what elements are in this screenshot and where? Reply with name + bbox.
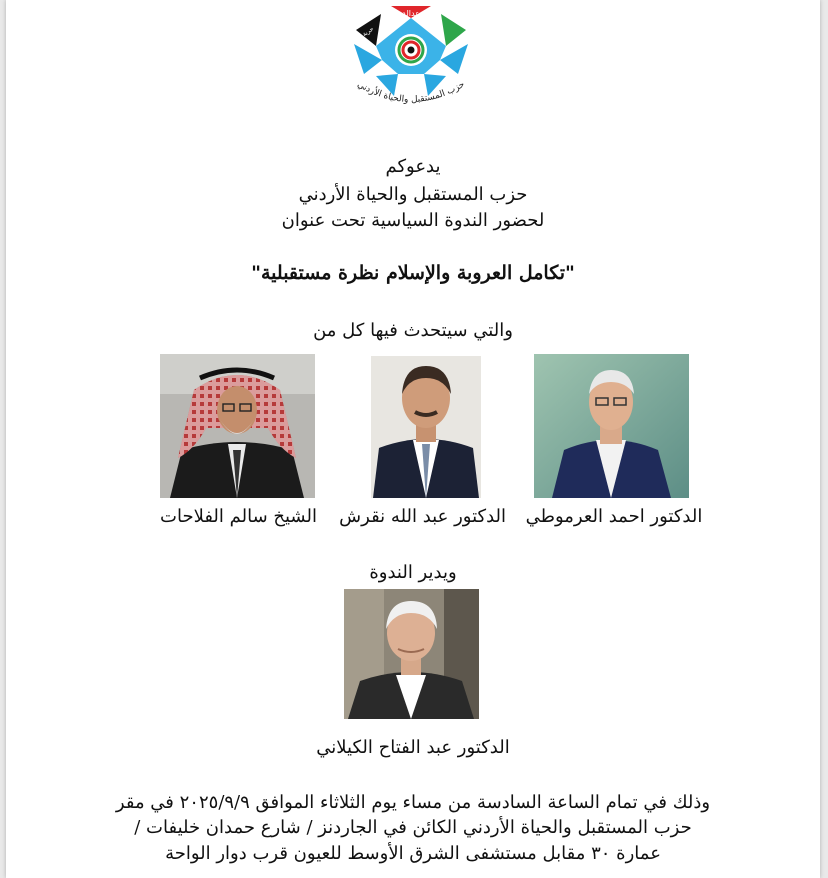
speaker-photo-3 xyxy=(160,354,315,498)
seminar-title: "تكامل العروبة والإسلام نظرة مستقبلية" xyxy=(251,262,575,284)
speaker-photo-2 xyxy=(371,356,481,498)
speaker-name-2: الدكتور عبد الله نقرش xyxy=(339,506,506,527)
moderator-name: الدكتور عبد الفتاح الكيلاني xyxy=(316,737,510,758)
logo-left-tag: حرية xyxy=(361,25,376,39)
intro-line-1: يدعوكم xyxy=(385,156,441,177)
party-logo xyxy=(336,4,486,122)
logo-top-banner: عدالة xyxy=(402,9,420,18)
footer-line-2: حزب المستقبل والحياة الأردني الكائن في الجاردنز / شارع حمدان خليفات / xyxy=(134,817,692,838)
logo-arc-text: حزب المستقبل والحياة الأردني xyxy=(355,79,467,106)
speakers-intro: والتي سيتحدث فيها كل من xyxy=(313,320,513,341)
footer-line-3: عمارة ٣٠ مقابل مستشفى الشرق الأوسط للعيون قرب دوار الواحة xyxy=(165,843,661,864)
speaker-photo-1 xyxy=(534,354,689,498)
footer-line-1: وذلك في تمام الساعة السادسة من مساء يوم الثلاثاء الموافق ٢٠٢٥/٩/٩ في مقر xyxy=(115,792,711,813)
speaker-name-3: الشيخ سالم الفلاحات xyxy=(160,506,317,527)
moderator-intro: ويدير الندوة xyxy=(369,562,457,583)
speaker-name-1: الدكتور احمد العرموطي xyxy=(525,506,703,527)
intro-line-2: حزب المستقبل والحياة الأردني xyxy=(298,184,528,205)
intro-line-3: لحضور الندوة السياسية تحت عنوان xyxy=(281,210,545,231)
moderator-photo xyxy=(344,589,479,719)
invitation-sheet xyxy=(6,0,820,878)
